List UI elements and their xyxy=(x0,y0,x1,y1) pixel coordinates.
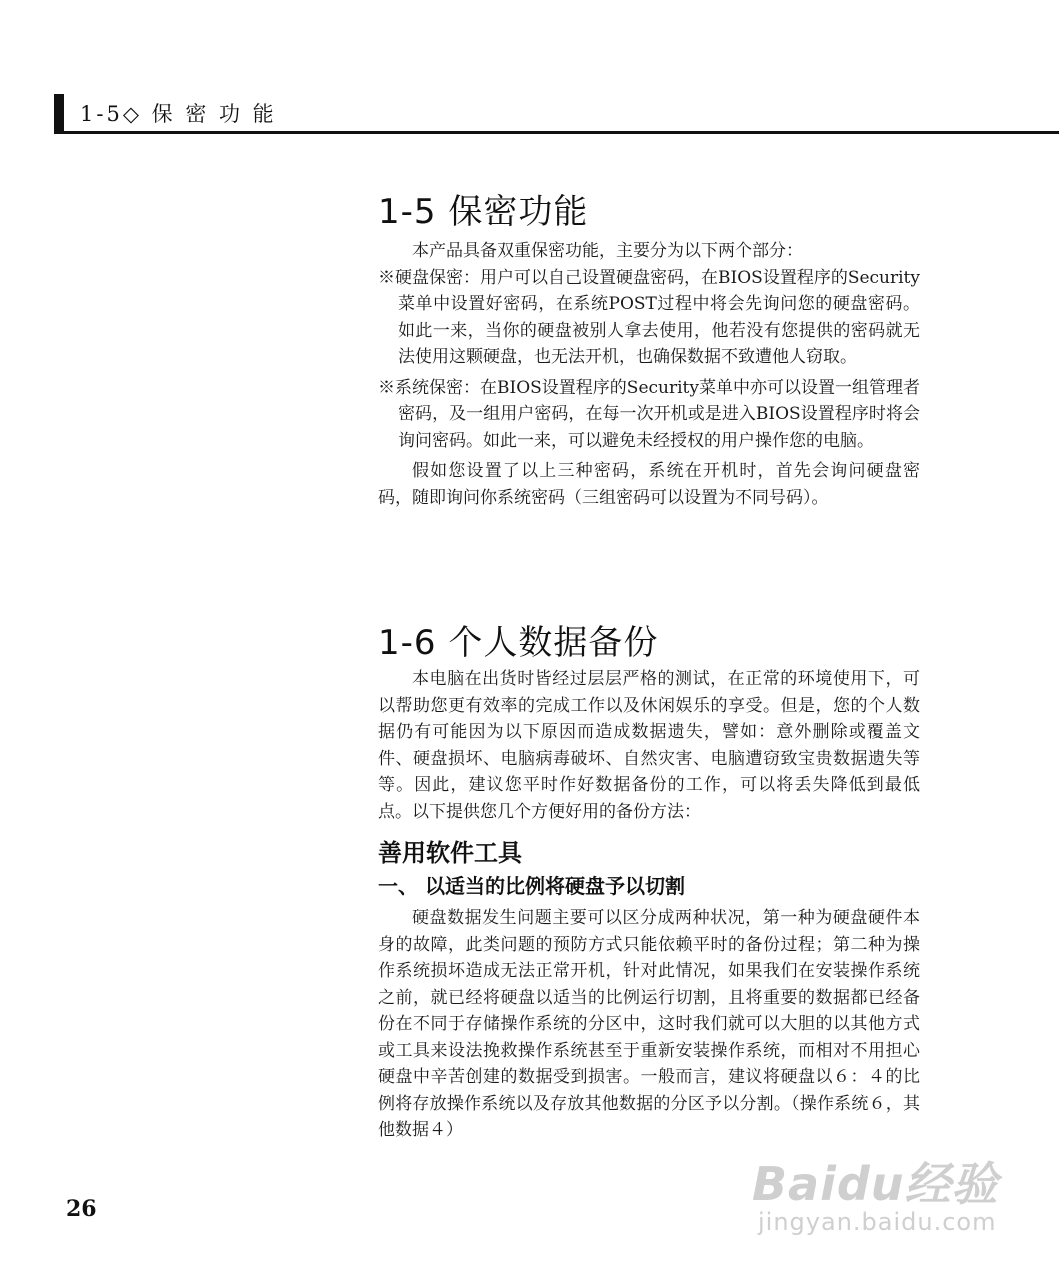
watermark-logo: Baidu经验 xyxy=(752,1157,999,1211)
backup-intro: 本电脑在出货时皆经过层层严格的测试，在正常的环境使用下，可以帮助您更有效率的完成工作以及休闲娱乐的享受。但是，您的个人数据仍有可能因为以下原因而造成数据遗失，譬如：意外删除或覆盖文件、硬盘损坏、电脑病毒破坏、自然灾害、电脑遭窃致宝贵数据遗失等等。因此，建议您平时作好数据备份的工作，可以将丢失降低到最低点。以下提供您几个方便好用的备份方法： xyxy=(378,669,920,822)
running-header-title: 1-5◇ 保 密 功 能 xyxy=(80,102,277,126)
section-title-security: 1-5 保密功能 xyxy=(378,192,589,232)
backup-section-body xyxy=(378,666,920,1144)
subsubheading-partition: 一、 以适当的比例将硬盘予以切割 xyxy=(378,874,685,898)
subheading-software-tools: 善用软件工具 xyxy=(378,839,522,867)
baidu-watermark xyxy=(752,1148,1052,1248)
section-title-backup: 1-6 个人数据备份 xyxy=(378,623,659,663)
partition-body: 硬盘数据发生问题主要可以区分成两种状况，第一种为硬盘硬件本身的故障，此类问题的预防方式只能依赖平时的备份过程；第二种为操作系统损坏造成无法正常开机，针对此情况，如果我们在安装操作系统之前，就已经将硬盘以适当的比例运行切割，且将重要的数据都已经备份在不同于存储操作系统的分区中，这时我们就可以大胆的以其他方式或工具来设法挽救操作系统甚至于重新安装操作系统，而相对不用担心硬盘中辛苦创建的数据受到损害。一般而言，建议将硬盘以６：４的比例将存放操作系统以及存放其他数据的分区予以分割。（操作系统６，其他数据４） xyxy=(378,908,920,1140)
header-rule xyxy=(54,131,1059,134)
security-closing: 假如您设置了以上三种密码，系统在开机时，首先会询问硬盘密码，随即询问你系统密码（三组密码可以设置为不同号码）。 xyxy=(378,461,920,508)
security-section-body xyxy=(378,238,920,511)
watermark-url: jingyan.baidu.com xyxy=(758,1208,997,1236)
bullet-system-security: ※系统保密：在BIOS设置程序的Security菜单中亦可以设置一组管理者密码，及一组用户密码，在每一次开机或是进入BIOS设置程序时将会询问密码。如此一来，可以避免未经授权的用户操作您的电脑。 xyxy=(378,377,920,451)
bullet-hdd-security: ※硬盘保密：用户可以自己设置硬盘密码，在BIOS设置程序的Security菜单中设置好密码，在系统POST过程中将会先询问您的硬盘密码。如此一来，当你的硬盘被别人拿去使用，他若没有您提供的密码就无法使用这颗硬盘，也无法开机，也确保数据不致遭他人窃取。 xyxy=(378,267,920,367)
header-bar xyxy=(54,94,64,134)
page-number: 26 xyxy=(66,1196,97,1222)
security-intro: 本产品具备双重保密功能，主要分为以下两个部分： xyxy=(412,241,803,261)
